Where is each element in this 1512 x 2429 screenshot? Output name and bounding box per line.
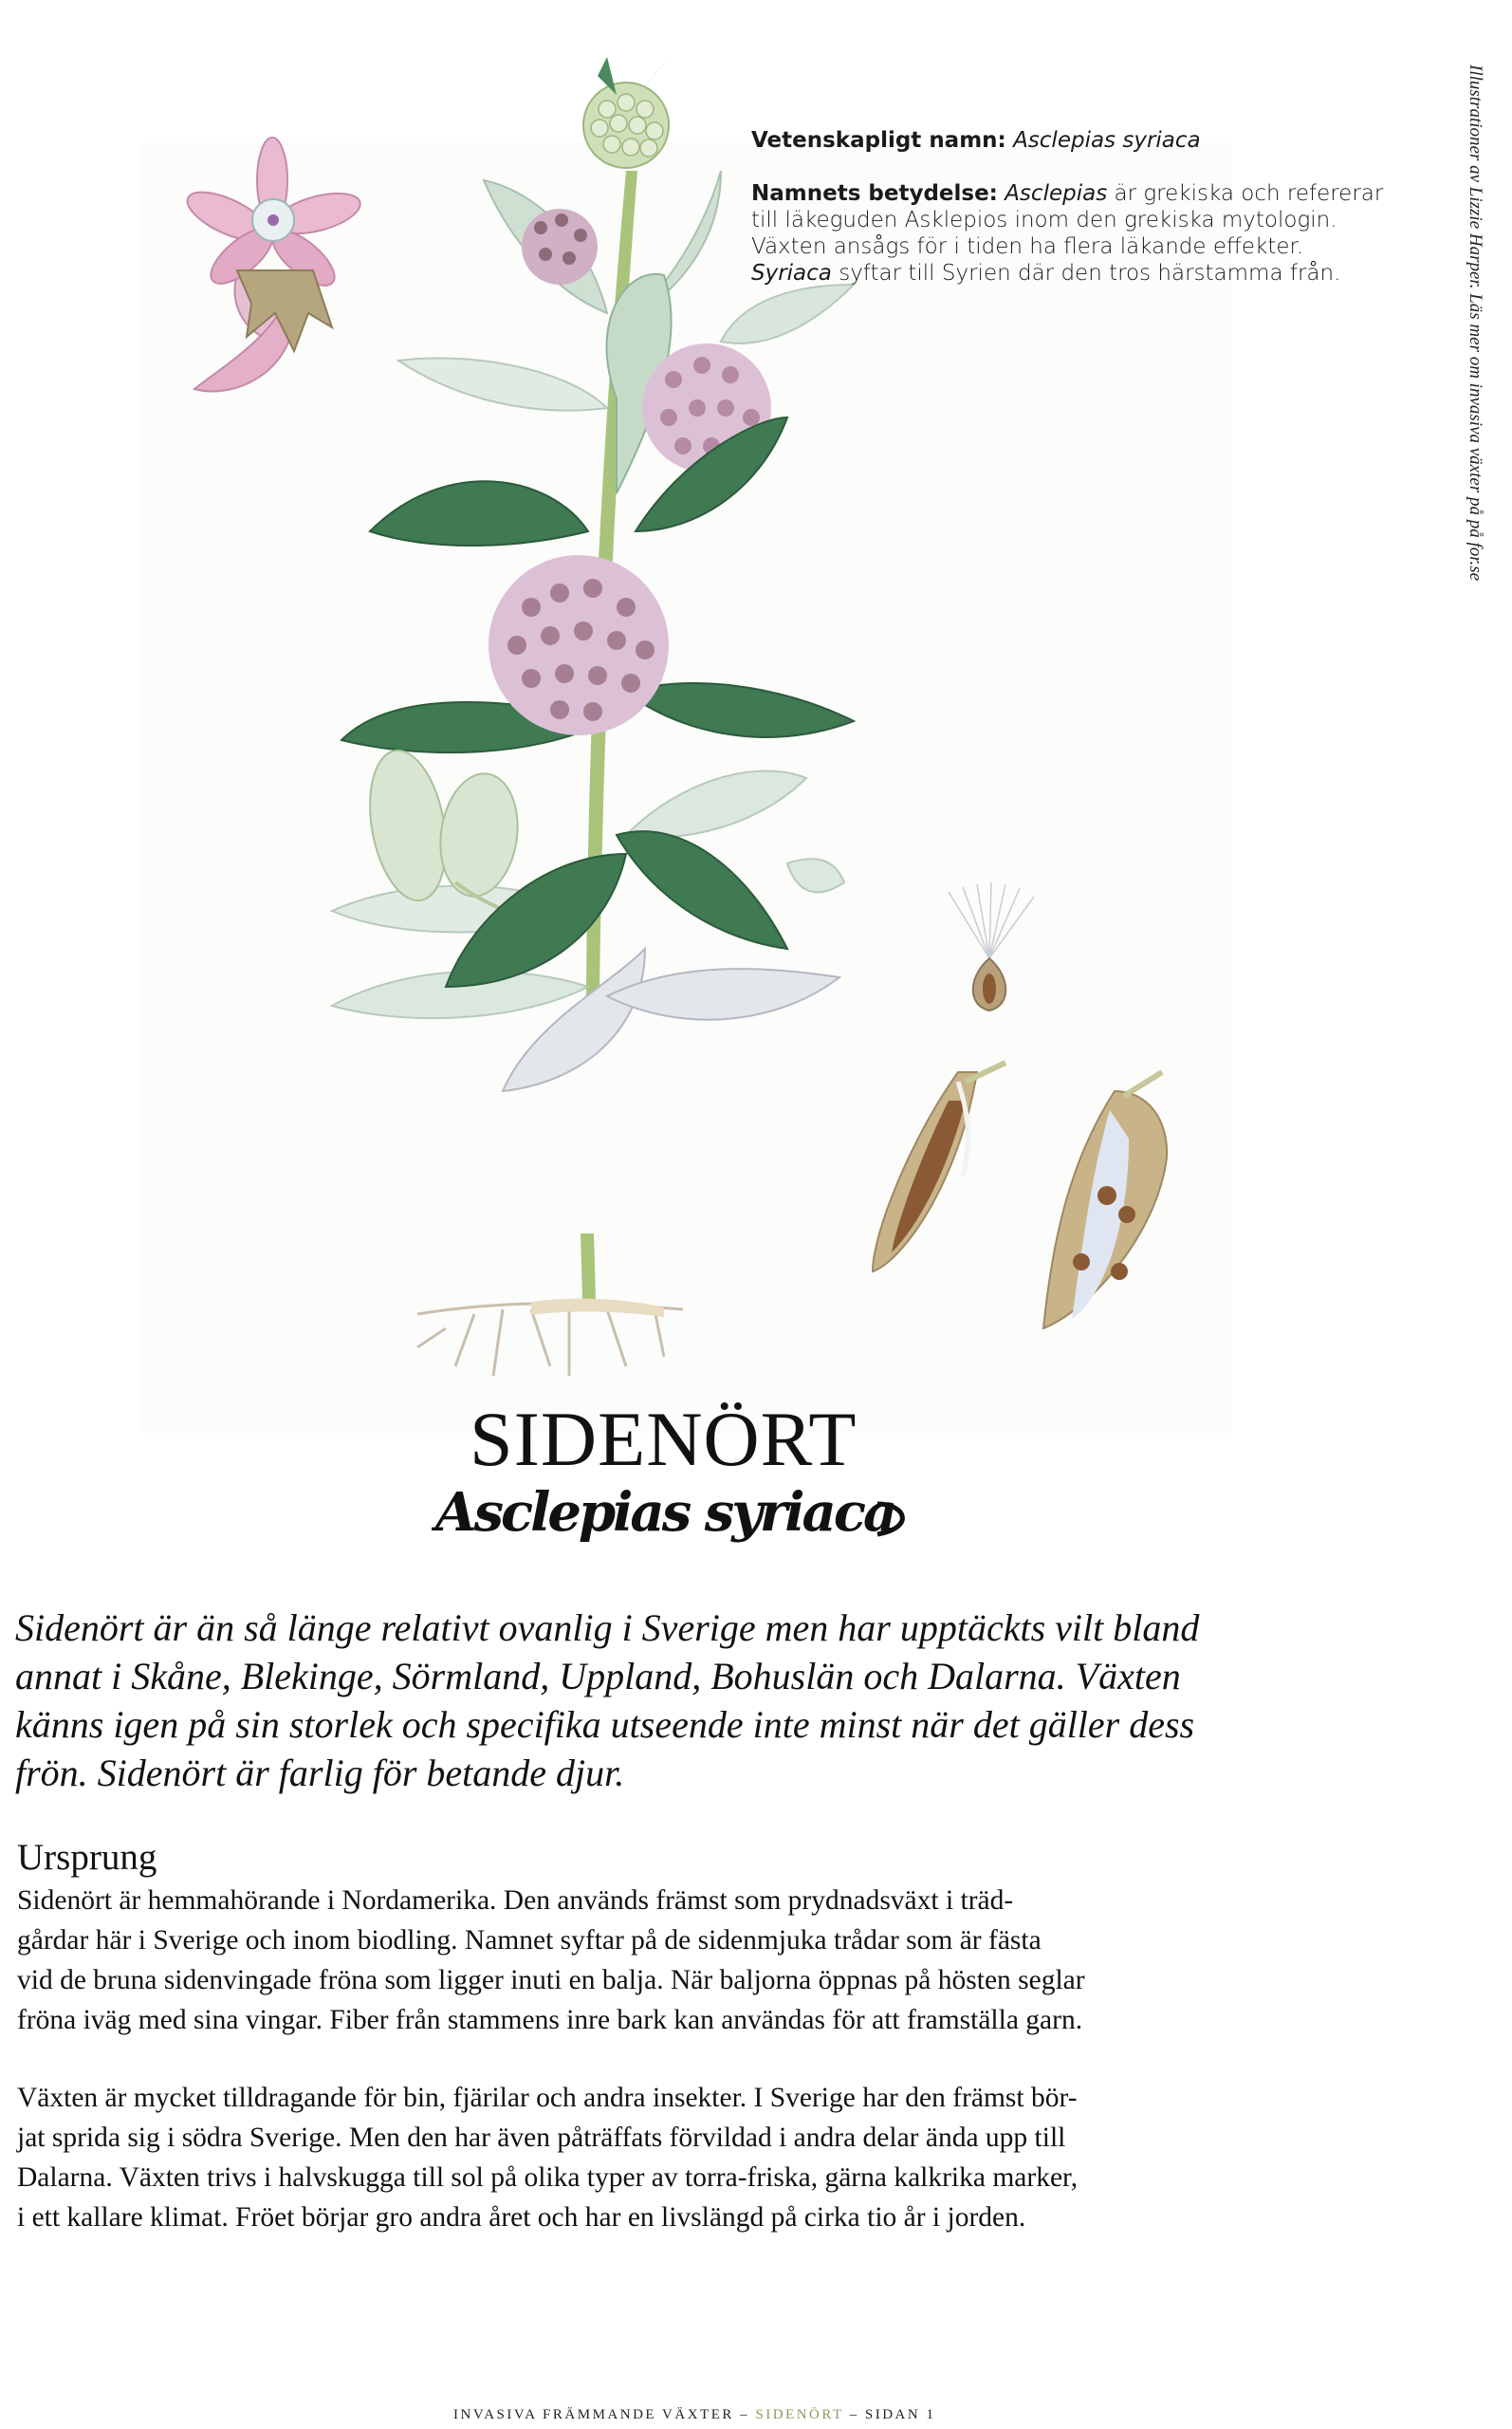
body-line: Växten är mycket tilldragande för bin, fjärilar och andra insekter. I Sverige har den främst bör-: [17, 2083, 1078, 2113]
intro-line: frön. Sidenört är farlig för betande djur.: [15, 1752, 625, 1794]
name-meaning: [751, 180, 1415, 287]
svg-text:Asclepias syriaca: Asclepias syriaca: [435, 1481, 895, 1544]
scientific-name-value: Asclepias syriaca: [1013, 128, 1201, 153]
intro-line: annat i Skåne, Blekinge, Sörmland, Uppland, Bohuslän och Dalarna. Växten: [15, 1655, 1181, 1697]
name-meaning-label: Namnets betydelse:: [751, 181, 998, 206]
name-meaning-text: till läkeguden Asklepios inom den grekiska mytologin.: [751, 208, 1337, 232]
name-meaning-text: syftar till Syrien där den tros härstamma från.: [831, 261, 1341, 286]
page-title: SIDENÖRT: [470, 1396, 857, 1482]
bud-cluster: [583, 57, 669, 168]
body-line: Dalarna. Växten trivs i halvskugga till sol på olika typer av torra-friska, gärna kalkrika marker,: [17, 2162, 1079, 2193]
single-flower-illustration: [181, 138, 364, 391]
scientific-name-label: Vetenskapligt namn:: [751, 128, 1006, 153]
flower-umbel-small: [522, 209, 598, 285]
body-line: fröna iväg med sina vingar. Fiber från stammens inre bark kan användas för att framställa garn.: [17, 2005, 1083, 2035]
footer-separator: –: [733, 2407, 756, 2422]
name-meaning-text: är grekiska och refererar: [1107, 181, 1384, 206]
facts-box: [751, 127, 1415, 287]
footer-plant-name: SIDENÖRT: [755, 2407, 844, 2422]
footer-page-number: SIDAN 1: [864, 2407, 936, 2422]
body-line: Sidenört är hemmahörande i Nordamerika. Den används främst som prydnadsväxt i träd-: [17, 1885, 1014, 1916]
flower-umbel-main: [489, 555, 669, 735]
body-line: gårdar här i Sverige och inom biodling. Namnet syftar på de sidenmjuka trådar som är fästa: [17, 1925, 1042, 1956]
body-line: i ett kallare klimat. Fröet börjar gro andra året och har en livslängd på cirka tio år i jorden.: [17, 2202, 1026, 2233]
body-line: vid de bruna sidenvingade fröna som ligger inuti en balja. När baljorna öppnas på hösten seglar: [17, 1965, 1085, 1995]
winged-seed-illustration: [949, 882, 1034, 1011]
footer-separator: –: [843, 2407, 865, 2422]
intro-paragraph: [15, 1604, 1286, 1797]
handwritten-scientific-name: [432, 1475, 925, 1551]
name-meaning-italic: Asclepias: [1005, 181, 1108, 206]
footer-series-title: INVASIVA FRÄMMANDE VÄXTER: [453, 2407, 734, 2422]
origin-paragraph-1: [17, 1881, 1307, 2040]
intro-line: Sidenört är än så länge relativt ovanlig i Sverige men har upptäckts vilt bland: [15, 1606, 1200, 1649]
page-footer: [453, 2407, 935, 2423]
illustration-credit: Illustrationer av Lizzie Harper. Läs mer om invasiva växter på på for.se: [1466, 65, 1485, 582]
name-meaning-text: Växten ansågs för i tiden ha flera läkande effekter.: [751, 234, 1304, 259]
intro-line: känns igen på sin storlek och specifika utseende inte minst när det gäller dess: [15, 1703, 1195, 1746]
origin-paragraph-2: [17, 2078, 1307, 2237]
name-meaning-italic: Syriaca: [751, 261, 832, 286]
scientific-name: [751, 127, 1415, 154]
open-seed-pods: [873, 1063, 1167, 1328]
body-line: jat sprida sig i södra Sverige. Men den har även påträffats förvildad i andra delar ända upp till: [17, 2123, 1066, 2153]
section-heading-origin: Ursprung: [17, 1837, 157, 1878]
